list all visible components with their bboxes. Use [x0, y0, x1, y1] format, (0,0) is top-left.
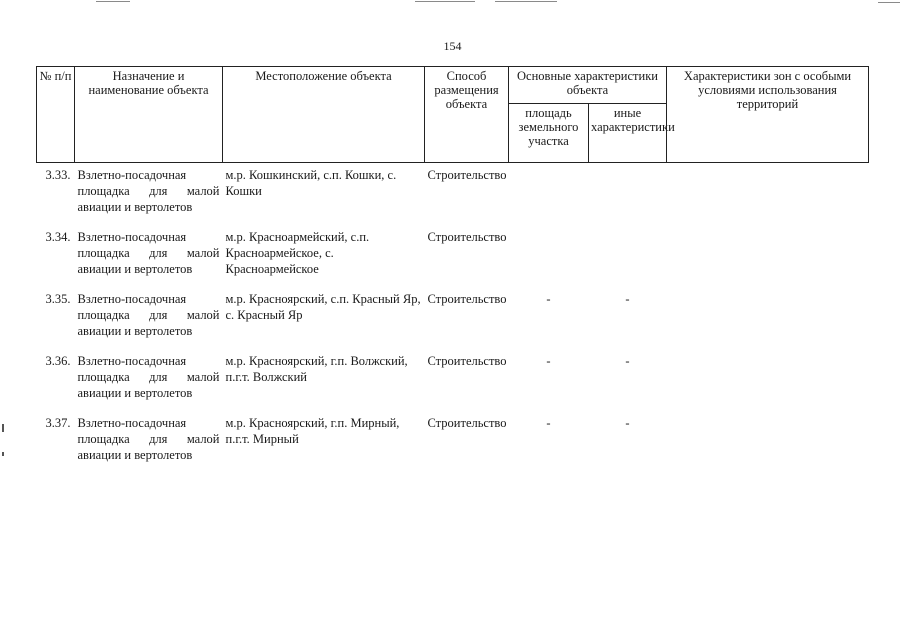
row-other: - [625, 354, 630, 368]
row-purpose: Взлетно-посадочная площадка для малой авиации и вертолетов [77, 230, 220, 276]
row-number: 3.34. [45, 230, 71, 244]
header-zones: Характеристики зон с особыми условиями использования территорий [667, 67, 869, 163]
header-area: площадь земельного участка [509, 104, 589, 163]
row-zones [667, 229, 869, 291]
row-zones [667, 163, 869, 230]
row-method: Строительство [427, 354, 507, 368]
header-location: Местоположение объекта [223, 67, 425, 163]
scan-mark [96, 1, 130, 2]
row-other [589, 163, 667, 230]
row-purpose: Взлетно-посадочная площадка для малой авиации и вертолетов [77, 168, 220, 214]
row-other [589, 229, 667, 291]
row-zones [667, 415, 869, 477]
header-row [37, 67, 869, 104]
row-zones [667, 353, 869, 415]
row-number: 3.37. [45, 416, 71, 430]
row-location: м.р. Красноярский, г.п. Волжский, п.г.т. Волжский [225, 354, 408, 384]
row-number: 3.36. [45, 354, 71, 368]
row-location: м.р. Красноармейский, с.п. Красноармейское, с. Красноармейское [225, 230, 370, 276]
row-method: Строительство [427, 292, 507, 306]
row-method: Строительство [427, 168, 507, 182]
table-row [37, 415, 869, 477]
scan-mark [415, 1, 475, 2]
row-method: Строительство [427, 416, 507, 430]
table-row [37, 291, 869, 353]
header-other: иные характеристики [589, 104, 667, 163]
row-number: 3.35. [45, 292, 71, 306]
row-purpose: Взлетно-посадочная площадка для малой авиации и вертолетов [77, 354, 220, 400]
scan-mark [2, 424, 4, 432]
table-row [37, 229, 869, 291]
header-num: № п/п [37, 67, 75, 163]
page-number: 154 [443, 39, 462, 53]
row-area: - [546, 354, 551, 368]
row-location: м.р. Кошкинский, с.п. Кошки, с. Кошки [225, 168, 397, 198]
row-location: м.р. Красноярский, г.п. Мирный, п.г.т. Мирный [225, 416, 400, 446]
row-method: Строительство [427, 230, 507, 244]
scan-mark [878, 2, 900, 3]
row-location: м.р. Красноярский, с.п. Красный Яр, с. Красный Яр [225, 292, 421, 322]
register-table [36, 66, 869, 477]
row-other: - [625, 292, 630, 306]
header-main-characteristics: Основные характеристики объекта [509, 67, 667, 104]
table-row [37, 353, 869, 415]
row-purpose: Взлетно-посадочная площадка для малой авиации и вертолетов [77, 292, 220, 338]
header-purpose: Назначение и наименование объекта [75, 67, 223, 163]
row-purpose: Взлетно-посадочная площадка для малой авиации и вертолетов [77, 416, 220, 462]
row-number: 3.33. [45, 168, 71, 182]
row-area [509, 229, 589, 291]
row-zones [667, 291, 869, 353]
scan-mark [495, 1, 557, 2]
row-area: - [546, 416, 551, 430]
row-area: - [546, 292, 551, 306]
scan-mark [2, 452, 4, 456]
row-area [509, 163, 589, 230]
header-method: Способ размещения объекта [425, 67, 509, 163]
row-other: - [625, 416, 630, 430]
table-row [37, 163, 869, 230]
